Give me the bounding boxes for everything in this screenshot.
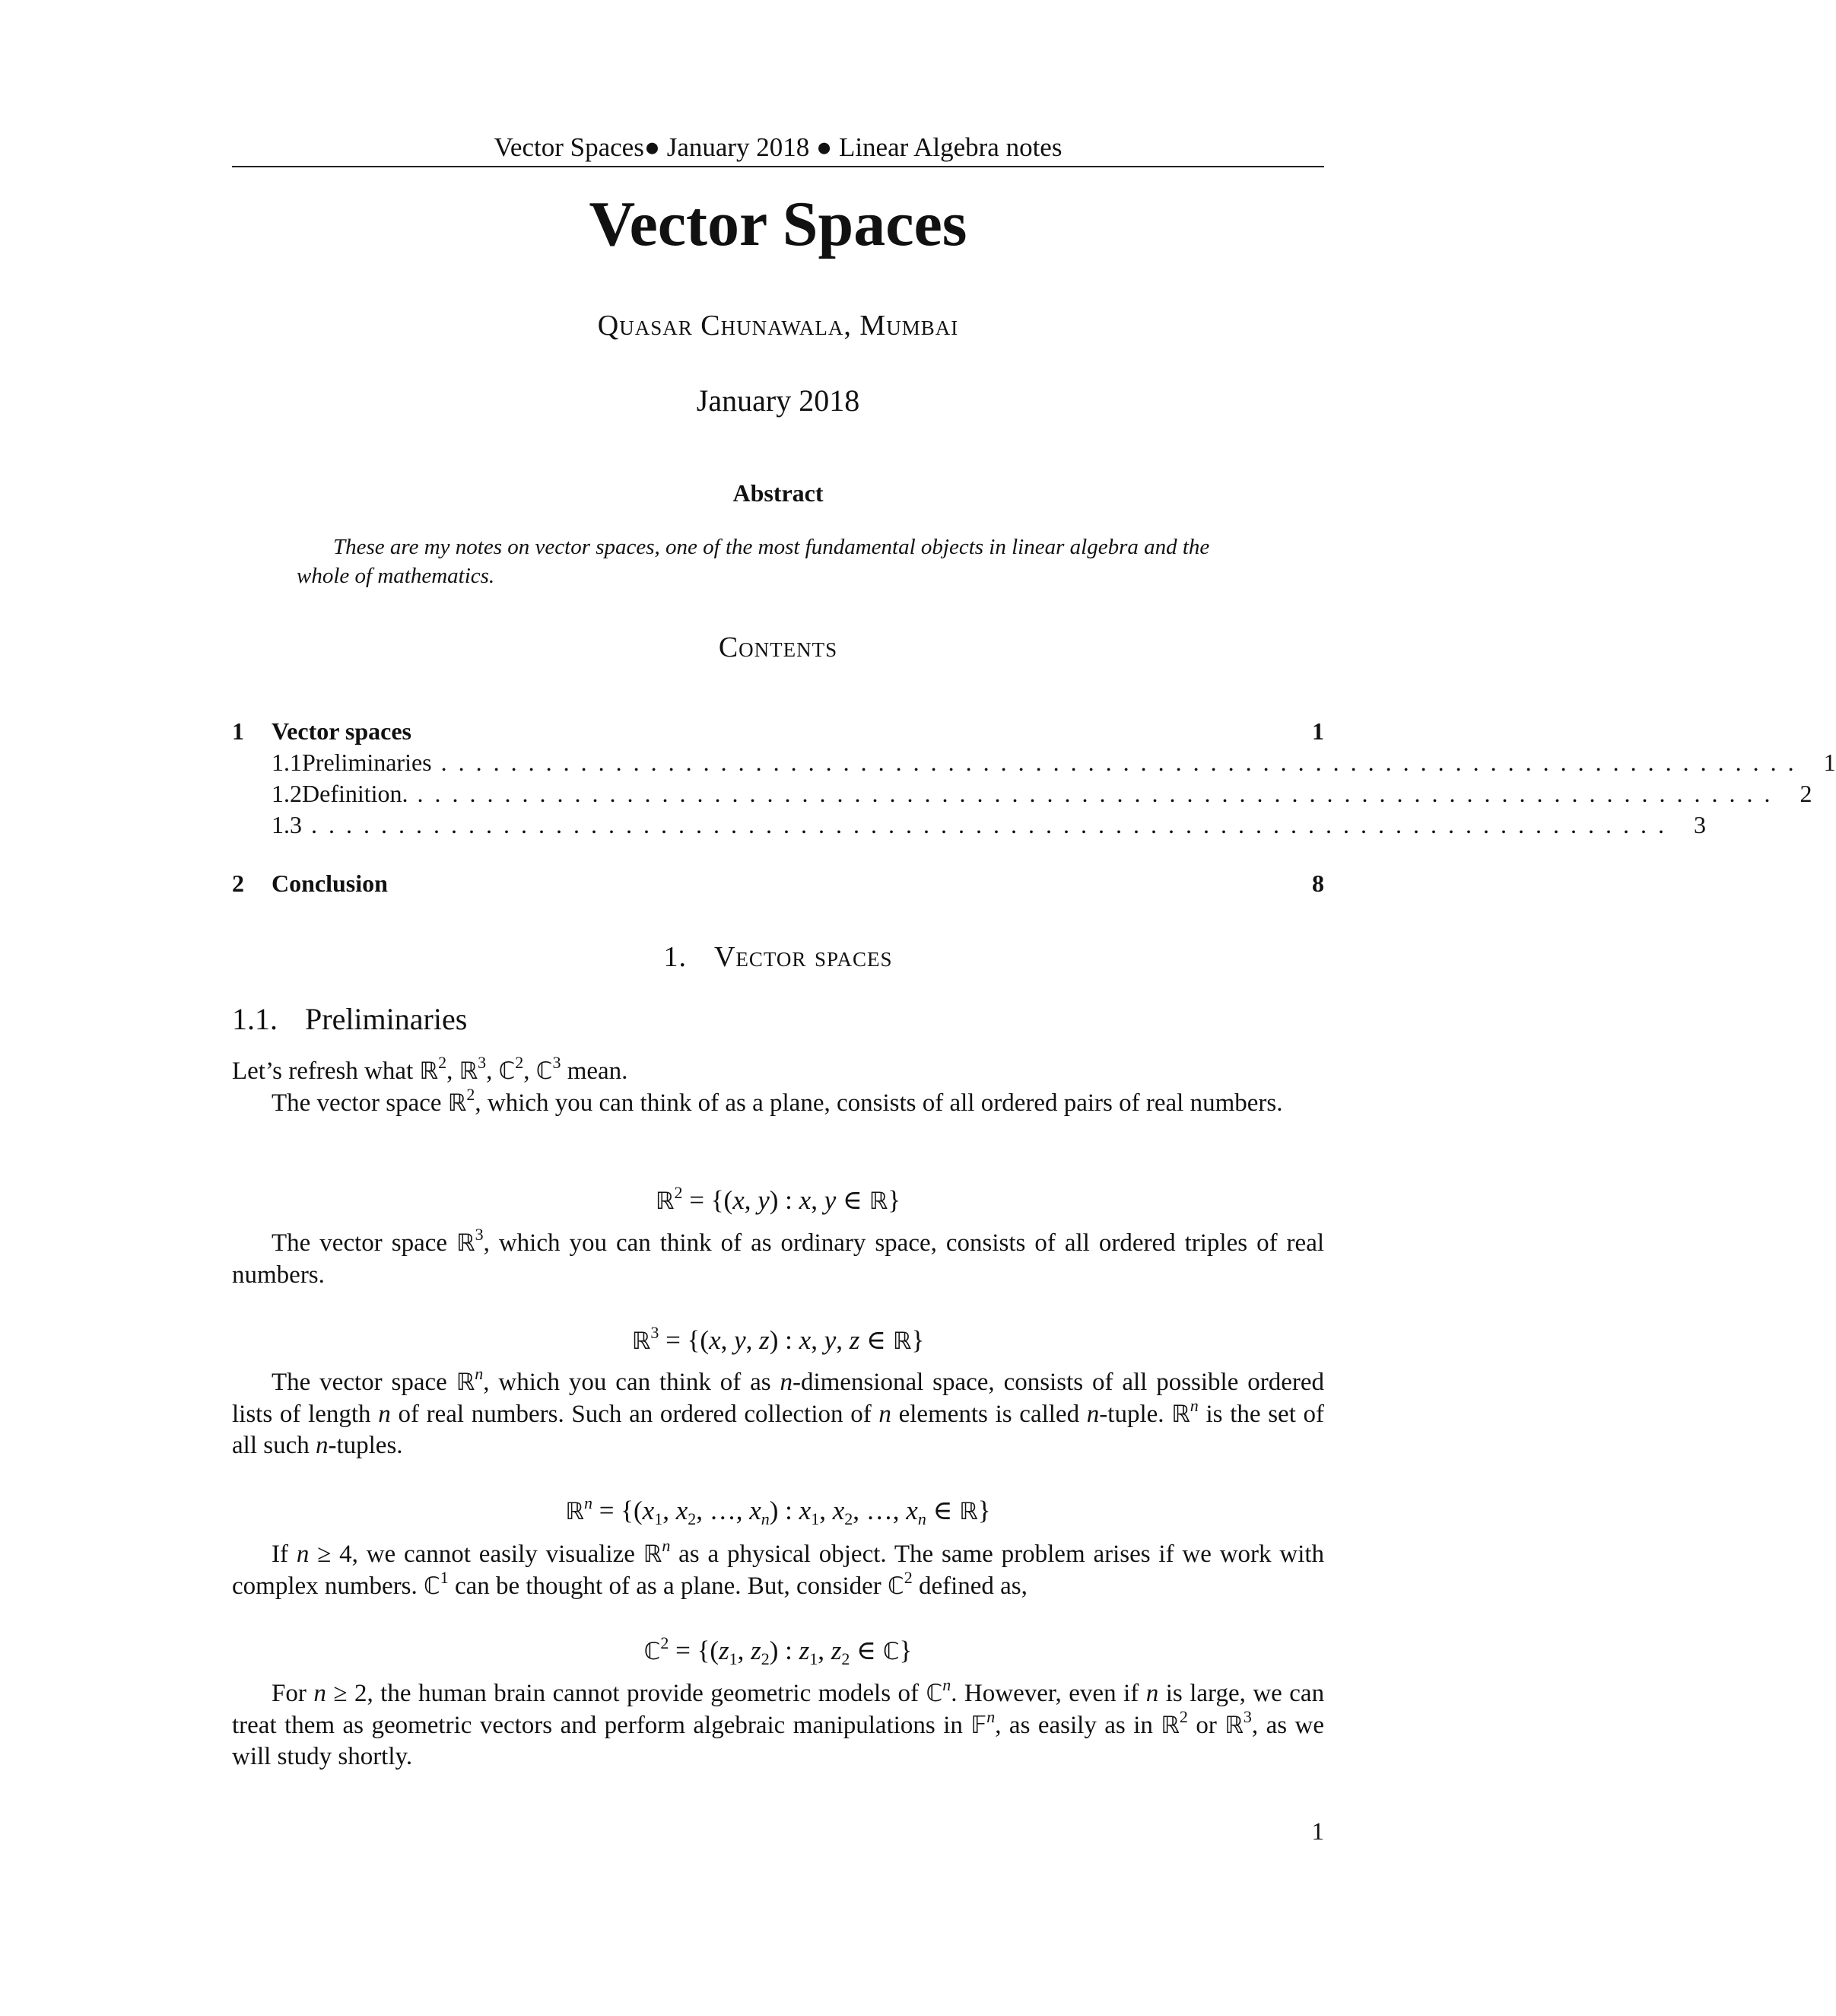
toc-entry-number: 2 (232, 870, 244, 897)
toc-entry-number: 1.3 (272, 811, 302, 838)
toc-entry-preliminaries[interactable] (232, 747, 1836, 777)
toc-entry-vector-spaces[interactable] (232, 716, 1324, 746)
subsection-heading (232, 1001, 467, 1038)
paragraph-refresh: Let’s refresh what ℝ$^2$, ℝ$^3$, ℂ$^2$, ℂ$^3$ mean. (232, 1053, 628, 1085)
toc-entry-title: Preliminaries (302, 749, 432, 776)
equation-r2: ℝ$^2$ = {(x, y) : x, y ∈ ℝ} (655, 1183, 901, 1215)
page-number: 1 (1311, 1818, 1324, 1846)
toc-entry-definition[interactable] (232, 778, 1812, 809)
toc-leader-dots: .............................................................................. (440, 749, 1806, 776)
toc-entry-number: 1.1 (272, 749, 302, 776)
contents-heading: Contents (718, 631, 838, 663)
toc-leader-dots: .............................................................................. (417, 780, 1782, 807)
equation-c2: ℂ$^2$ = {($z_1$, $z_2$) : $z_1$, $z_2$ ∈ ℂ} (643, 1633, 913, 1668)
toc-leader-dots: .............................................................................. (311, 811, 1676, 838)
subsection-number: 1.1. (232, 1002, 278, 1036)
document-date: January 2018 (696, 383, 860, 418)
paragraph-rn: The vector space ℝ$^n$, which you can think of as n-dimensional space, consists of all possible ordered lists of length n of real numbers. Such an ordered collection of n elements is called n-tuple. ℝ$^n$ is the set of all such n-tuples. (232, 1364, 1325, 1459)
toc-entry-title: Definition. (302, 780, 408, 807)
section-heading (232, 940, 1324, 975)
paragraph-n-ge-4: If n ≥ 4, we cannot easily visualize ℝ$^n$ as a physical object. The same problem arises if we work with complex numbers. ℂ$^1$ can be thought of as a plane. But, consider ℂ$^2$ defined as, (232, 1536, 1325, 1600)
toc-entry-number: 1.2 (272, 780, 302, 807)
toc-entry-title: Conclusion (272, 870, 388, 897)
header-rule (232, 166, 1324, 167)
abstract-heading: Abstract (732, 479, 824, 507)
paragraph-r2: The vector space ℝ$^2$, which you can think of as a plane, consists of all ordered pairs of real numbers. (272, 1085, 1283, 1117)
toc-entry-page: 1 (1312, 717, 1324, 745)
toc-entry-page: 1 (1823, 749, 1836, 776)
author-line: Quasar Chunawala, Mumbai (597, 310, 959, 342)
toc-entry-page: 2 (1799, 780, 1812, 807)
section-number: 1. (663, 941, 687, 973)
toc-entry-conclusion[interactable] (232, 868, 1324, 898)
paragraph-conclusion-geometry: For n ≥ 2, the human brain cannot provide geometric models of ℂ$^n$. However, even if n is large, we can treat them as geometric vectors and perform algebraic manipulations in 𝔽$^n$, as easily as in ℝ$^2$ or ℝ$^3$, as we will study shortly. (232, 1675, 1325, 1770)
toc-entry-1-3[interactable] (232, 809, 1706, 840)
toc-entry-page: 3 (1694, 811, 1706, 838)
toc-entry-page: 8 (1312, 870, 1324, 897)
equation-r3: ℝ$^3$ = {(x, y, z) : x, y, z ∈ ℝ} (631, 1323, 925, 1355)
paragraph-r3: The vector space ℝ$^3$, which you can think of as ordinary space, consists of all ordered triples of real numbers. (232, 1225, 1325, 1289)
equation-rn: ℝ$^n$ = {($x_1$, $x_2$, …, $x_n$) : $x_1$, $x_2$, …, $x_n$ ∈ ℝ} (565, 1493, 991, 1528)
document-title: Vector Spaces (589, 189, 967, 259)
toc-entry-title: Vector spaces (272, 717, 411, 745)
section-title: Vector spaces (713, 941, 893, 973)
abstract-text: These are my notes on vector spaces, one of the most fundamental objects in linear algebra and the whole of mathematics. (297, 535, 1210, 588)
running-header: Vector Spaces● January 2018 ● Linear Algebra notes (494, 132, 1063, 162)
toc-entry-number: 1 (232, 717, 244, 745)
subsection-title: Preliminaries (305, 1002, 468, 1036)
